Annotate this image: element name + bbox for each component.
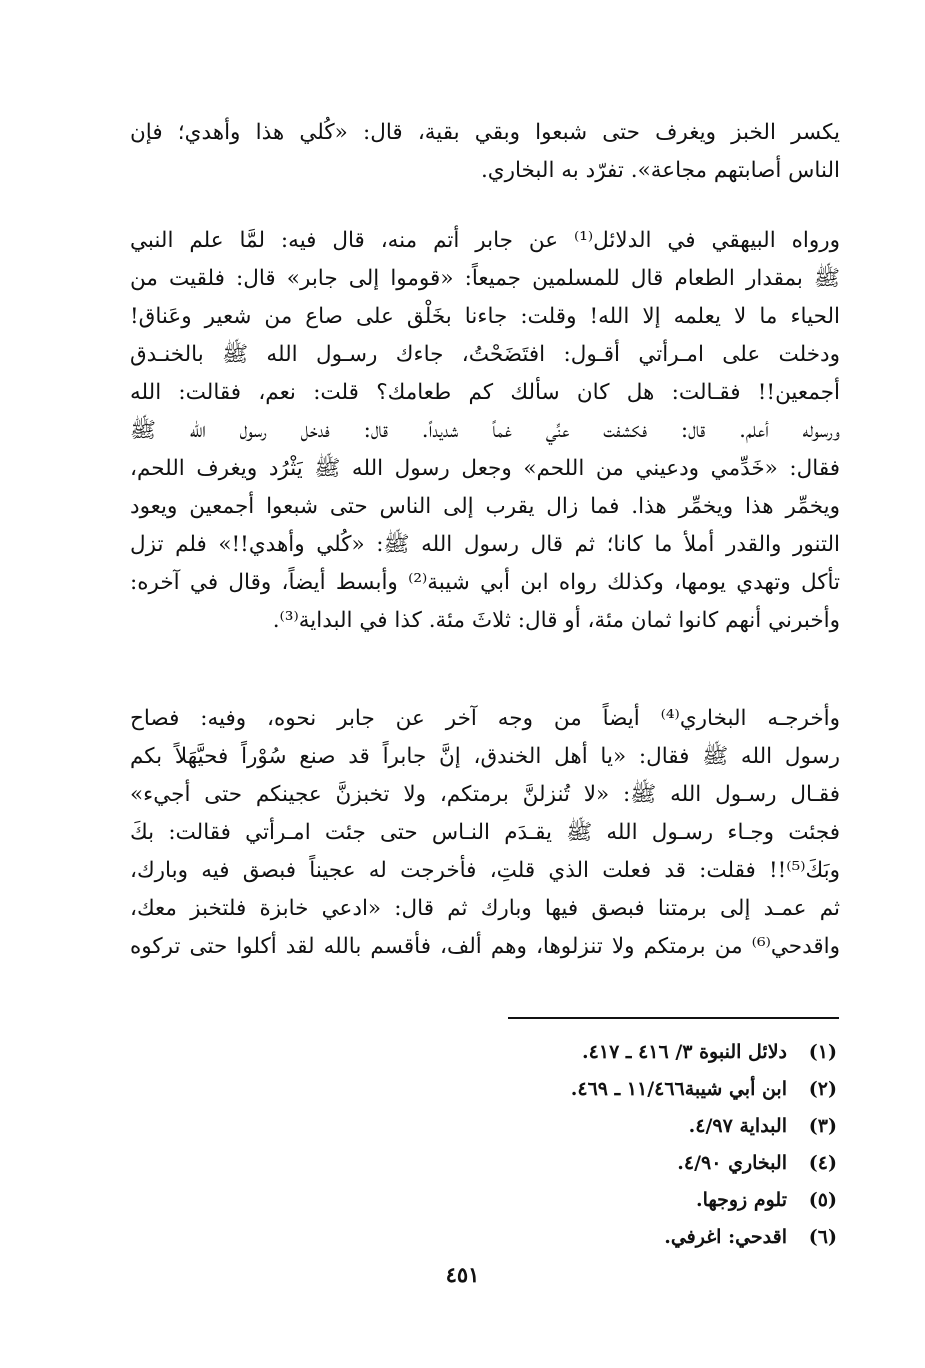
footnote — [380, 1108, 837, 1145]
footnote — [380, 1034, 837, 1071]
footnote-number: (١) — [808, 1041, 837, 1063]
footnote-text: البخاري ٤/٩٠. — [677, 1152, 787, 1174]
text-line: وأخبرني أنهم كانوا ثمان مئة، أو قال: ثلاثَ مئة. كذا في البداية⁽³⁾. — [272, 608, 840, 633]
footnote-number: (٦) — [808, 1226, 837, 1248]
text-line: الحياء ما لا يعلمه إلا الله! وقلت: جاءنا بخَلْق على صاع من شعير وعَناق! — [130, 304, 840, 329]
text-line: فجئت وجـاء رسـول الله ﷺ يقـدَم النـاس حتى جئت امـرأتي فقالت: بكَ — [130, 820, 840, 845]
paragraph-3 — [130, 700, 840, 966]
footnote — [380, 1145, 837, 1182]
text-line: التنور والقدر أملأ ما كانا؛ ثم قال رسول الله ﷺ: «كُلي وأهدي!!» فلم تزل — [130, 532, 840, 557]
text-line: رسول الله ﷺ فقال: «يا أهل الخندق، إنَّ جابراً قد صنع سُوْراً فحيَّهَلاً بكم — [130, 744, 840, 769]
text-line: يكسر الخبز ويغرف حتى شبعوا وبقي بقية، قال: «كُلي هذا وأهدي؛ فإن — [130, 120, 840, 145]
text-line: فقـال رسـول الله ﷺ: «لا تُنزلنَّ برمتكم، ولا تخبزنَّ عجينكم حتى أجيء» — [130, 782, 840, 807]
footnotes — [380, 1034, 837, 1256]
footnote-text: دلائل النبوة ٣/ ٤١٦ ـ ٤١٧. — [582, 1041, 787, 1063]
text-line: ثم عمـد إلى برمتنا فبصق فيها وبارك ثم قال: «ادعي خابزة فلتخبز معك، — [130, 896, 840, 921]
footnote — [380, 1071, 837, 1108]
footnote-number: (٢) — [808, 1078, 837, 1100]
text-line: ورسوله أعلم. قال: فكشفت عنِّي غماً شديداً. قال: فدخل رسول الله ﷺ — [130, 418, 840, 443]
footnote-text: اقدحي: اغرفي. — [664, 1226, 787, 1248]
footnote-text: البداية ٤/٩٧. — [688, 1115, 787, 1137]
text-line: تأكل وتهدي يومها، وكذلك رواه ابن أبي شيبة⁽²⁾ وأبسط أيضاً، وقال في آخره: — [130, 570, 840, 595]
text-line: فقال: «خَدِّمي ودعيني من اللحم» وجعل رسول الله ﷺ يَثْرُد ويغرف اللحم، — [130, 456, 840, 481]
text-line: ودخلت على امـرأتي أقـول: افتَضَحْتُ، جاءك رسـول الله ﷺ بالخنـدق — [130, 342, 840, 367]
paragraph-1 — [130, 114, 840, 190]
text-line: وأخرجـه البخاري⁽⁴⁾ أيضاً من وجه آخر عن جابر نحوه، وفيه: فصاح — [130, 706, 840, 731]
footnote-text: تلوم زوجها. — [695, 1189, 787, 1211]
text-line: واقدحي⁽⁶⁾ من برمتكم ولا تنزلوها، وهم ألف، فأقسم بالله لقد أكلوا حتى تركوه — [130, 934, 840, 959]
text-line: أجمعين!! فقـالت: هل كان سألك كم طعامك؟ قلت: نعم، فقالت: الله — [130, 380, 840, 405]
page-number: ٤٥١ — [445, 1262, 480, 1287]
footnote-number: (٤) — [808, 1152, 837, 1174]
footnote-text: ابن أبي شيبة١١/٤٦٦ ـ ٤٦٩. — [570, 1078, 787, 1100]
footnote-number: (٥) — [808, 1189, 837, 1211]
footnote-number: (٣) — [808, 1115, 837, 1137]
text-line: الناس أصابتهم مجاعة». تفرّد به البخاري. — [480, 158, 840, 183]
text-line: ويخمِّر هذا ويخمِّر هذا. فما زال يقرب إلى الناس حتى شبعوا أجمعين ويعود — [130, 494, 840, 519]
text-line: ﷺ بمقدار الطعام قال للمسلمين جميعاً: «قوموا إلى جابر» قال: فلقيت من — [130, 266, 840, 291]
footnote — [380, 1219, 837, 1256]
footnote-separator — [508, 1017, 839, 1019]
text-line: وبَكَ⁽⁵⁾!! فقلت: قد فعلت الذي قلتِ، فأخرجت له عجيناً فبصق فيه وبارك، — [130, 858, 840, 883]
footnote — [380, 1182, 837, 1219]
paragraph-2 — [130, 222, 840, 640]
text-line: ورواه البيهقي في الدلائل⁽¹⁾ عن جابر أتم منه، قال فيه: لمَّا علم النبي — [130, 228, 840, 253]
